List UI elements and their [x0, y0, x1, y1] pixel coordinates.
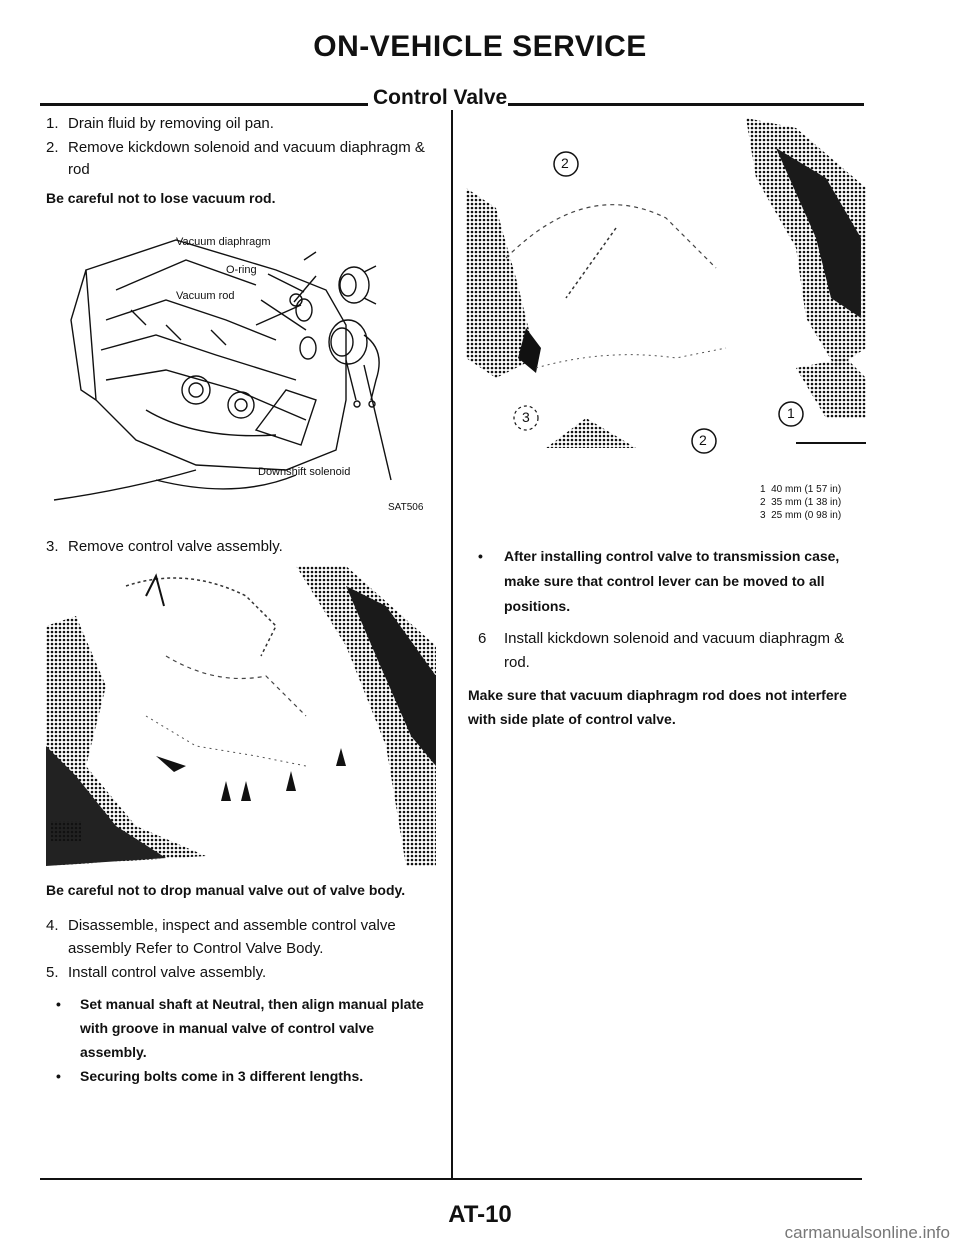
bullet-text: Securing bolts come in 3 different lengths. [80, 1068, 364, 1084]
legend-number: 2 [760, 497, 766, 508]
step-text: Disassemble, inspect and assemble control valve assembly Refer to Control Valve Body. [68, 917, 396, 957]
figure-code: SAT506 [388, 502, 424, 513]
halftone-photo [46, 566, 436, 866]
left-lower-text [46, 878, 436, 1088]
footer-rule [40, 1178, 862, 1180]
right-text [468, 544, 866, 731]
bullet-dot: • [56, 996, 61, 1012]
section-heading [40, 86, 864, 108]
bullet-dot: • [56, 1068, 61, 1084]
legend-text: 40 mm (1 57 in) [771, 484, 842, 495]
bullet-control-lever [468, 544, 866, 619]
step-1 [46, 113, 436, 135]
label-o-ring: O-ring [226, 264, 257, 276]
caution-note-diaphragm-rod: Make sure that vacuum diaphragm rod does not interfere with side plate of control valve. [468, 687, 847, 727]
step-number: 2. [46, 139, 59, 156]
photo-control-valve-removal [46, 566, 436, 866]
section-rule-left [40, 103, 368, 106]
bullet-text: After installing control valve to transmission case, make sure that control lever can be moved to all positions. [504, 548, 840, 614]
bolt-length-legend [760, 483, 841, 522]
caution-note-manual-valve: Be careful not to drop manual valve out of valve body. [46, 882, 406, 898]
step-6 [468, 627, 866, 675]
photo-callout: 2 [699, 432, 707, 448]
bolt-length-3 [760, 509, 841, 522]
step-4 [46, 914, 436, 960]
legend-number: 1 [760, 484, 766, 495]
left-steps-a [46, 113, 436, 209]
legend-text: 35 mm (1 38 in) [771, 497, 842, 508]
photo-callout: 2 [561, 155, 569, 171]
bullet-securing-bolts [46, 1064, 436, 1088]
section-rule-right [508, 103, 864, 106]
step-2 [46, 137, 436, 181]
label-downshift-solenoid: Downshift solenoid [258, 466, 351, 478]
step-text: Remove kickdown solenoid and vacuum diaphragm & rod [68, 139, 425, 178]
step-text: Remove control valve assembly. [68, 538, 283, 555]
step-number: 3. [46, 538, 59, 555]
step-number: 1. [46, 115, 59, 132]
bullet-dot: • [478, 548, 483, 564]
step-text: Install control valve assembly. [68, 964, 267, 981]
step-text: Install kickdown solenoid and vacuum diaphragm & rod. [504, 630, 845, 671]
section-title: Control Valve [373, 86, 508, 109]
step-3 [46, 536, 436, 558]
figure-vacuum-diaphragm [46, 230, 456, 520]
legend-text: 25 mm (0 98 in) [771, 510, 842, 521]
page-title: ON-VEHICLE SERVICE [313, 30, 647, 63]
watermark: carmanualsonline.info [784, 1223, 950, 1242]
photo-callout: 1 [787, 405, 795, 421]
step-text: Drain fluid by removing oil pan. [68, 115, 274, 132]
step-5 [46, 962, 436, 984]
bullet-manual-shaft [46, 992, 436, 1064]
left-step-3 [46, 536, 436, 558]
step-number: 5. [46, 964, 59, 981]
bolt-length-1 [760, 483, 841, 496]
caution-note-vacuum-rod: Be careful not to lose vacuum rod. [46, 190, 276, 206]
bullet-text: Set manual shaft at Neutral, then align manual plate with groove in manual valve of control valve assembly. [80, 996, 424, 1060]
step-number: 6 [478, 630, 487, 647]
label-vacuum-rod: Vacuum rod [176, 290, 235, 302]
label-vacuum-diaphragm: Vacuum diaphragm [176, 236, 271, 248]
page-number: AT-10 [448, 1201, 512, 1228]
photo-callout: 3 [522, 409, 530, 425]
step-number: 4. [46, 917, 59, 934]
photo-bolt-locations [466, 118, 866, 468]
legend-number: 3 [760, 510, 766, 521]
bolt-length-2 [760, 496, 841, 509]
